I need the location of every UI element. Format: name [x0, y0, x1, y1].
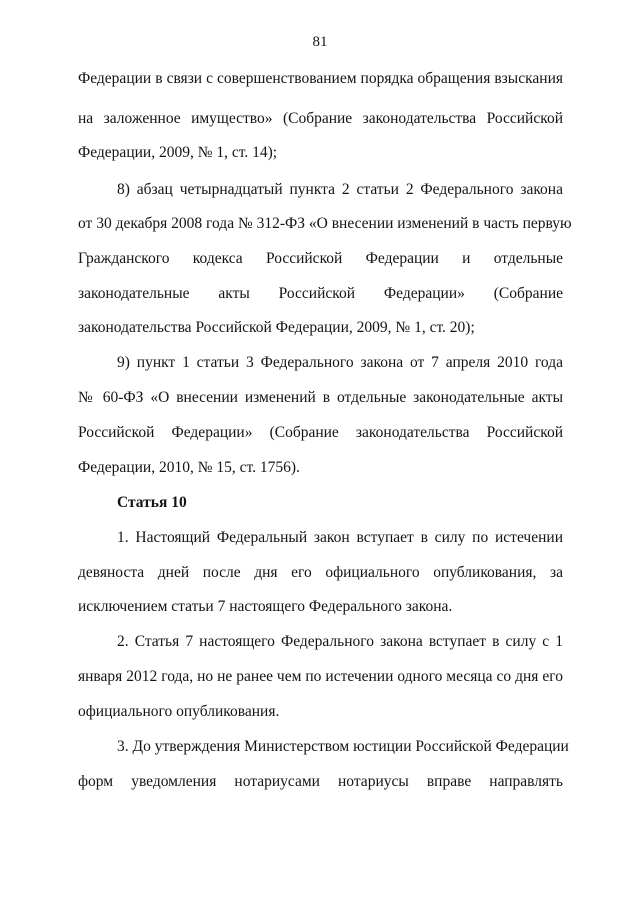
text-line: 9) пункт 1 статьи 3 Федерального закона от 7 апреля 2010 года — [117, 354, 563, 371]
text-line: № 60-ФЗ «О внесении изменений в отдельные законодательные акты — [78, 389, 563, 406]
text-line: 8) абзац четырнадцатый пункта 2 статьи 2 Федерального закона — [117, 181, 563, 198]
text-line: Гражданского кодекса Российской Федерации и отдельные — [78, 250, 563, 267]
text-line: Федерации, 2009, № 1, ст. 14); — [78, 144, 278, 161]
text-line: официального опубликования. — [78, 703, 280, 720]
text-line: форм уведомления нотариусами нотариусы вправе направлять — [78, 773, 563, 790]
text-line: Российской Федерации» (Собрание законодательства Российской — [78, 424, 563, 441]
page-number: 81 — [312, 34, 328, 50]
article-heading: Статья 10 — [117, 494, 187, 511]
text-line: января 2012 года, но не ранее чем по истечении одного месяца со дня его — [78, 668, 563, 685]
text-line: законодательные акты Российской Федерации» (Собрание — [78, 285, 563, 302]
text-line: Федерации, 2010, № 15, ст. 1756). — [78, 459, 300, 476]
text-line: законодательства Российской Федерации, 2009, № 1, ст. 20); — [78, 319, 475, 336]
text-line: Федерации в связи с совершенствованием порядка обращения взыскания — [78, 70, 563, 87]
text-line: на заложенное имущество» (Собрание законодательства Российской — [78, 110, 563, 127]
text-line: 1. Настоящий Федеральный закон вступает в силу по истечении — [117, 529, 563, 546]
text-line: девяноста дней после дня его официального опубликования, за — [78, 564, 563, 581]
text-line: от 30 декабря 2008 года № 312-ФЗ «О внесении изменений в часть первую — [78, 215, 572, 232]
text-line: 2. Статья 7 настоящего Федерального закона вступает в силу с 1 — [117, 633, 563, 650]
text-line: 3. До утверждения Министерством юстиции Российской Федерации — [117, 738, 569, 755]
text-line: исключением статьи 7 настоящего Федерального закона. — [78, 598, 453, 615]
